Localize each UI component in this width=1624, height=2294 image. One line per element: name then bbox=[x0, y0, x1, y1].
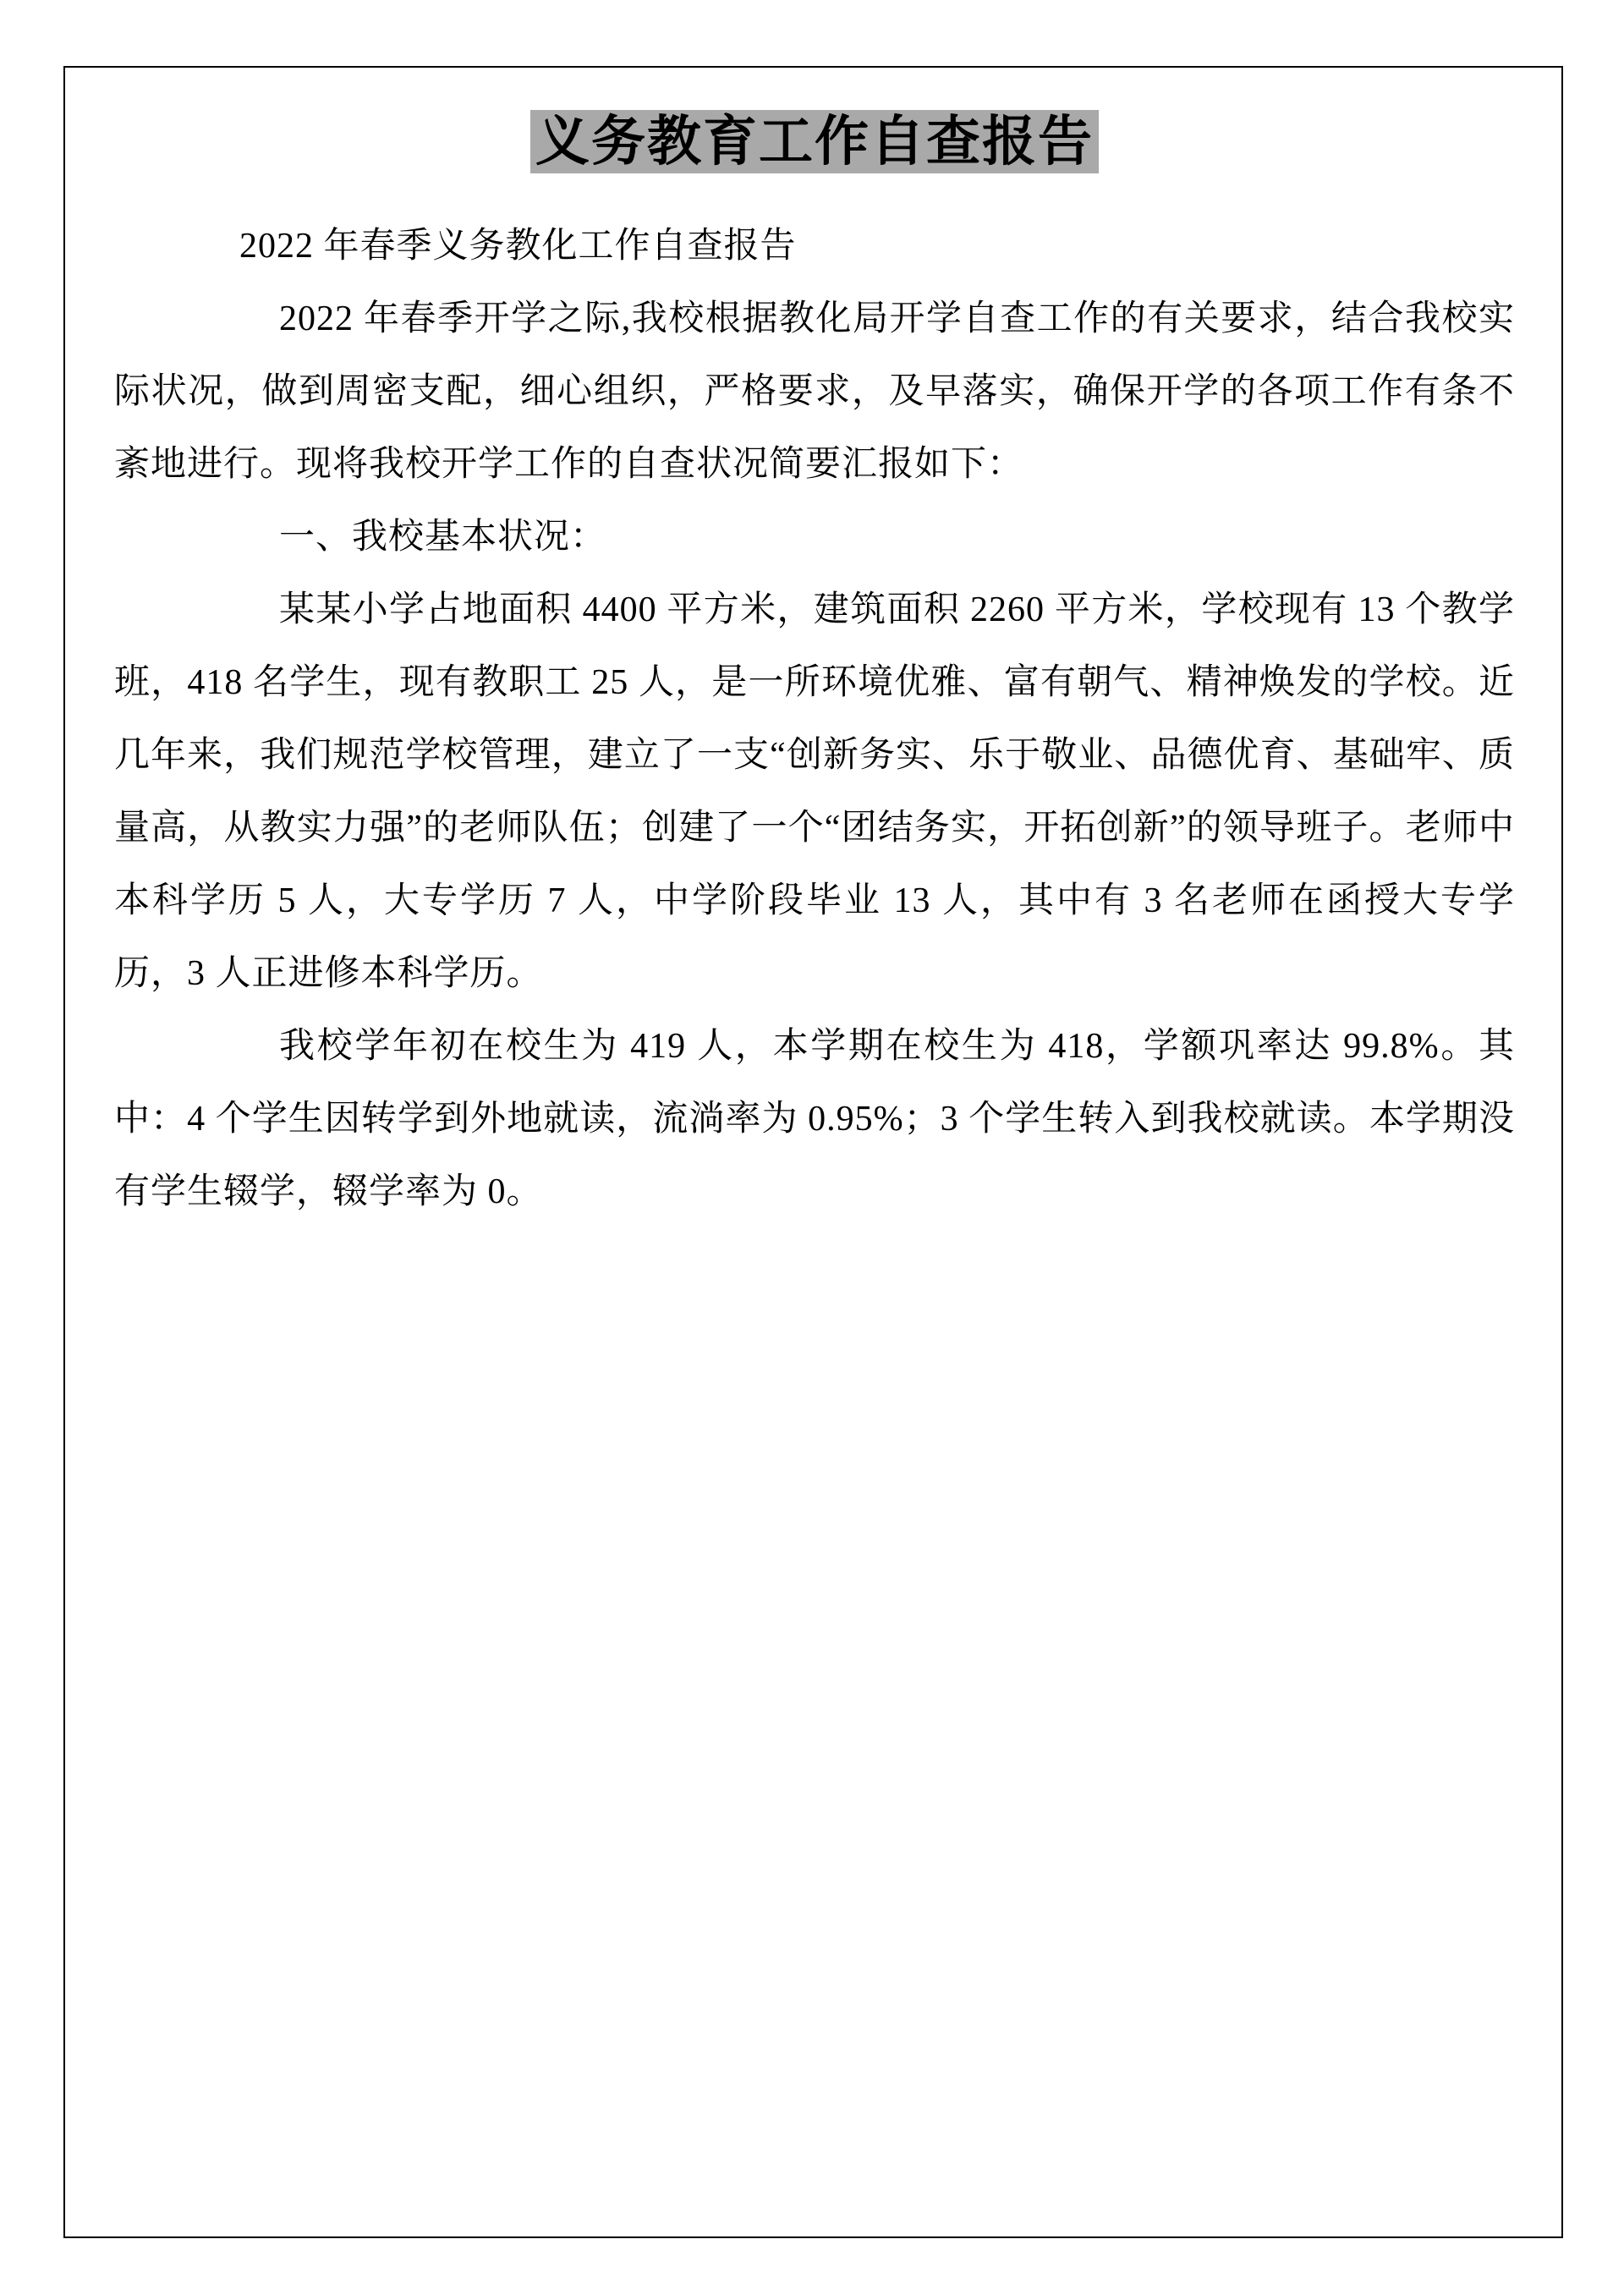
paragraph-enrollment-stats: 我校学年初在校生为 419 人，本学期在校生为 418，学额巩率达 99.8%。其中：4 个学生因转学到外地就读，流淌率为 0.95%；3 个学生转入到我校就读。本学期没有学生辍学，辍学率为 0。 bbox=[114, 1027, 1515, 1211]
paragraph-subtitle: 2022 年春季义务教化工作自查报告 bbox=[239, 227, 797, 266]
paragraph-school-overview: 某某小学占地面积 4400 平方米，建筑面积 2260 平方米，学校现有 13 个教学班，418 名学生，现有教职工 25 人，是一所环境优雅、富有朝气、精神焕发的学校。近几年来，我们规范学校管理，建立了一支“创新务实、乐于敬业、品德优育、基础牢、质量高，从教实力强”的老师队伍；创建了一个“团结务实，开拓创新”的领导班子。老师中本科学历 5 人，大专学历 7 人，中学阶段毕业 13 人，其中有 3 名老师在函授大专学历，3 人正进修本科学历。 bbox=[114, 590, 1515, 993]
document-content bbox=[114, 66, 1515, 1228]
document-title bbox=[114, 110, 1515, 174]
paragraph-intro: 2022 年春季开学之际,我校根据教化局开学自查工作的有关要求，结合我校实际状况，做到周密支配，细心组织，严格要求，及早落实，确保开学的各项工作有条不紊地进行。现将我校开学工作的自查状况简要汇报如下： bbox=[114, 299, 1515, 484]
document-title-text: 义务教育工作自查报告 bbox=[530, 110, 1099, 173]
section-heading-basic-situation: 一、我校基本状况： bbox=[279, 518, 607, 557]
